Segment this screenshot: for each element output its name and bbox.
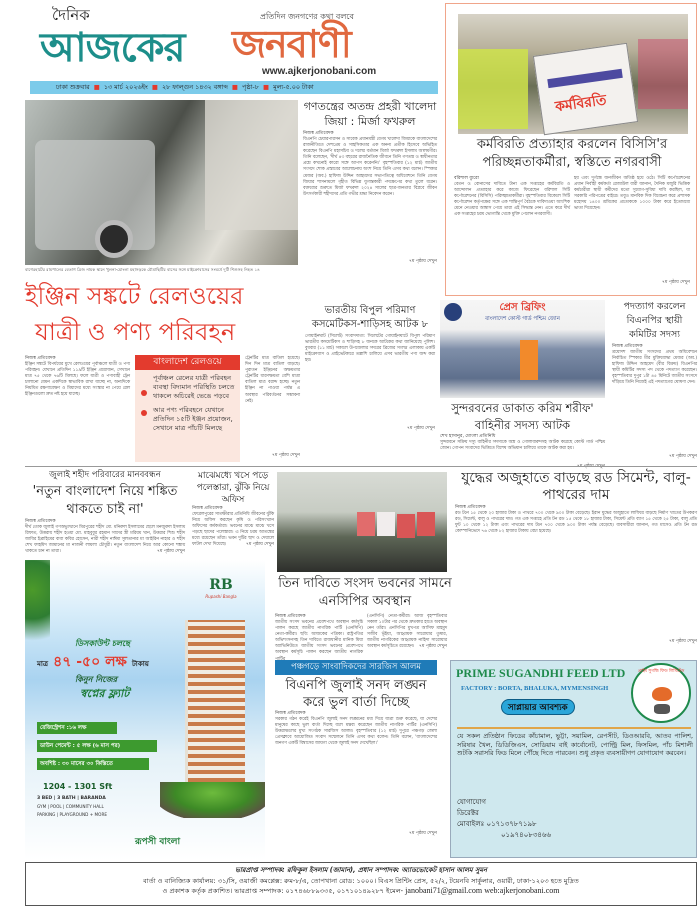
- realestate-discount: ডিসকাউন্ট চলছে: [75, 639, 131, 648]
- grass-island: [160, 782, 265, 818]
- imprint-editors: ভারপ্রাপ্ত সম্পাদক: রফিকুল ইসলাম (জামান), প্রধান সম্পাদক: অ্যাডভোকেট হাসান আলম সুমন: [235, 866, 487, 874]
- ncp-jump[interactable]: ৭ম পৃষ্ঠায় দেখুন: [418, 644, 447, 649]
- bcc-photo: [458, 14, 688, 134]
- masthead-website[interactable]: www.ajkerjonobani.com: [262, 66, 377, 77]
- feed-contact-title: ডিরেক্টর: [457, 809, 479, 817]
- khaleda-body: বিএনপি চেয়ারপারসন ও সাবেক প্রধানমন্ত্রী বেগম খালেদা জিয়াকে বাংলাদেশের রাজনীতিতে দেশপ্রেম ও সাহসিকতার এক অনন্য প্রতীক হিসেবে অভিহিত করেছেন বিএনপি মহাসচিব ও দলের বর্তমান মির্জা ফখরুল ইসলাম আলমগীর। তিনি বলেছেন, 'দীর্ঘ ৪৩ বছরের রাজনৈতিক জীবনে তিনি গণতন্ত্র ও স্বাধীনতার প্রশ্নে কখনোই কারো সঙ্গে আপস করেননি।' বৃহস্পতিবার (১২ মার্চ) জাতীয় সংসদে শোক প্রস্তাবের আলোচনায় অংশ নিয়ে তিনি এসব কথা বলেন। স্পিকার মেজর (অব.) হাফিজ উদ্দিন আহমদের সভাপতিত্বে অধিবেশনে তিনি বেগম জিয়ার শাসনামলে গৃহীত বিভিন্ন যুগান্তকারী পদক্ষেপের কথা তুলে ধরেন। বক্তব্যের শুরুতে মির্জা ফখরুল ২০২৪ সালের ছাত্র-জনতার বিপ্লবে জীবন উৎসর্গকারী শহীদদের প্রতি গভীর শ্রদ্ধা নিবেদন করেন।: [303, 137, 437, 197]
- july-body: দীর্ঘ তোক জুলাই গণঅভ্যুত্থানে মিরপুরের শহীদ মো. মনিরুল ইসলামের ছেলে মনজুরুল ইসলাম রিফাত, উত্তরায় শহীদ হওয়া মো. মাহবুবুর রহমান সাদের স্ত্রী মরিয়ম খান, উত্তরার শিশু শহীদ জাবির ইব্রাহিমের বাবা কবির হোসেন, নারী শহীদ নাঈমা সুলতানার মা আইরিন নাহার ও শহীদ শেখ ফাহমিদ জামানের মা নাজনী লায়লা চৌধুরী। নতুন বাংলাদেশ নিয়ে আর কোনো শঙ্কায় থাকতে চান না তারা।: [25, 525, 185, 555]
- realestate-features-1: 3 BED | 3 BATH | BARANDA: [37, 796, 106, 801]
- cosmetics-headline[interactable]: ভারতীয় বিপুল পরিমাণ কসমেটিকস-শাড়িসহ আটক ৮: [311, 305, 429, 330]
- rail-headline[interactable]: [25, 278, 303, 350]
- bcc-body-col2: হয় এবং দুর্গন্ধে জনজীবন অতিষ্ঠ হয়ে ওঠে। সিটি কর্পোরেশনের প্রধান নির্বাহী কর্মকর্তা রেজাউল বারী জানান, দৈনিক মজুরি ভিত্তিক কর্মচারীরা স্থায়ী কর্মীদের মতো সুযোগ-সুবিধা দাবি করছিল, যা সরকারি পরিপত্রের বাইরে। তবুও মানবিক দিক বিবেচনা করে প্রশাসক মহোদয় ১৪০০ শ্রমিকের প্রত্যেককে ১০০০ টাকা করে ইতোমধ্যে ভাতা দিয়েছেন।: [574, 176, 690, 212]
- ncp-body-col1: জাতীয় সংসদ ভবনের প্রবেশপথে অবস্থান কর্মসূচি পালন করছে জাতীয় নাগরিক পার্টি (এনসিপি) নেতা-কর্মীরা। ছবি: আজকের পত্রিকা। রাষ্ট্রপতির অভিশংসনসহ তিন দাবিতে রাজধানীর মানিক মিয়া অ্যাভিনিউতে জাতীয় সংসদ ভবনের প্রবেশপথে অবস্থান কর্মসূচি পালন করছেন জাতীয় নাগরিক: [275, 620, 363, 656]
- plaster-headline[interactable]: মাঝেমধ্যে খসে পড়ে পলেস্তারা, ঝুঁকি নিয়ে অফিস: [196, 471, 270, 505]
- bullet-dot-icon: [141, 390, 147, 396]
- rail-story-col1: [25, 356, 130, 460]
- realestate-offer-1: রেজিস্ট্রেশন :১৬ লক্ষ: [37, 722, 117, 734]
- dateline-price: মূল্য-৫.০০ টাকা: [273, 83, 314, 91]
- plaster-story: [192, 470, 274, 548]
- realestate-price: ৪৭ -৫০ লক্ষ: [53, 654, 127, 670]
- ncp-headline[interactable]: তিন দাবিতে সংসদ ভবনের সামনে এনসিপির অবস্থান: [278, 576, 452, 609]
- realestate-price-row: [37, 652, 149, 673]
- imprint-contact: [32, 886, 690, 897]
- july-kicker: জুলাই শহীদ পরিবারের মানববন্ধন: [49, 470, 161, 480]
- sarjis-jump[interactable]: ৭ম পৃষ্ঠায় দেখুন: [408, 831, 437, 836]
- coastguard-logo-icon: [444, 303, 462, 321]
- realestate-line4: স্বপ্নের ফ্ল্যাট: [80, 687, 130, 700]
- rail-headline-line1: ইঞ্জিন সঙ্কটে রেলওয়ের: [25, 282, 244, 310]
- feed-seal: [631, 663, 691, 723]
- feed-ad[interactable]: [450, 660, 697, 858]
- khaleda-jump[interactable]: ৭ম পৃষ্ঠায় দেখুন: [408, 259, 437, 264]
- realestate-line3: কিনুন নিজের: [75, 675, 118, 684]
- realestate-footer: রূপসী বাংলা: [135, 837, 181, 847]
- realestate-price-suffix: টাকায়: [131, 660, 149, 668]
- ncp-photo: [277, 472, 447, 572]
- realestate-size: 1204 - 1301 Sft: [43, 782, 113, 791]
- dateline-date-en: ১৩ মার্চ ২০২৬ইং: [103, 83, 148, 91]
- cosmetics-body: গোয়াইনঘাট (সিলেট) সংবাদদাতা: সিলেটের গোয়াইনঘাটে বিপুল পরিমাণ ভারতীয় কসমেটিকস ও শাড়িসহ ৮ জনকে আটকের কথা জানিয়েছে পুলিশ। বুধবার (১১ মার্চ) সকালে উপজেলার সদরের ব্রিজের সংলগ্ন এলাকায় একটি মাইক্রোবাস ও প্রাইভেটকারে তল্লাশি চালিয়ে এসব ভারতীয় পণ্য জব্দ করা হয়।: [305, 334, 435, 364]
- masthead-prefix: দৈনিক: [52, 6, 90, 24]
- khaleda-headline[interactable]: গণতন্ত্রের অতন্দ্র প্রহরী খালেদা জিয়া : মির্জা ফখরুল: [303, 100, 437, 128]
- bcc-story-box: [445, 3, 697, 296]
- imprint-box: [25, 862, 697, 906]
- sarjis-story: [275, 660, 437, 837]
- july-byline: নিজস্ব প্রতিবেদক: [25, 519, 56, 524]
- imprint-publisher: ও প্রকাশক কর্তৃক প্রকাশিত। ভারপ্রাপ্ত সম্পাদক: ০১৭৪৬৮৮৯৩৩৫, ০১৭১০১৪৯২৮৭ ইমেল-: [162, 887, 404, 895]
- rail-callout-title: বাংলাদেশ রেলওয়ে: [135, 355, 240, 370]
- bnp-resign-byline: নিজস্ব প্রতিবেদক: [612, 344, 643, 349]
- coastguard-body: সুন্দরবনে সক্রিয় দস্যু বাহিনীর সদস্যকে অস্ত্র ও গোলাবারুদসহ আটক করেছে কোস্ট গার্ড পশ্চিম জোন। গোপন সংবাদের ভিত্তিতে বিশেষ অভিযান চালিয়ে তাকে আটক করা হয়।: [440, 440, 605, 452]
- july-story: [25, 470, 185, 555]
- rail-headline-line2: যাত্রী ও পণ্য পরিবহন: [35, 318, 236, 346]
- realestate-price-prefix: মাত্র: [37, 660, 49, 668]
- masthead-tagline: প্রতিদিন জনগণের কথা বলবে: [260, 12, 354, 21]
- coastguard-byline: শেখ হাসানুর, মোংলা প্রতিনিধি: [440, 434, 496, 439]
- plaster-body: ফেরেলপুরের সাতক্ষীরার প্রতিনিধি জীবনের ঝুঁকি নিয়ে অফিস করছেন কৃষি ও পরিসংখ্যান অফিসের কর্মকর্তারা। ভবনের মাঝে মাঝে খসে পড়ছে ছাদের পলেস্তারা। এ নিয়ে চরম আতঙ্কের মধ্যে রয়েছেন তাঁরা। ভবন দুটির ছাদ ও দেয়ালে ফাটল দেখা দিয়েছে।: [192, 512, 274, 548]
- rooster-icon: [652, 687, 672, 701]
- masthead: [0, 0, 440, 95]
- dateline-date-bn: ২৮ ফাল্গুন ১৪৩২ বঙ্গাব্দ: [161, 83, 228, 91]
- realestate-features-2: GYM | POOL | COMMUNITY HALL: [37, 804, 104, 809]
- plaster-jump[interactable]: ৭ম পৃষ্ঠায় দেখুন: [245, 542, 274, 547]
- sarjis-body: সরকার গঠন করেই বিএনপি জুলাই সনদ লঙ্ঘনের মধ্য দিয়ে যাত্রা শুরু করেছে, যা দেশের মানুষের কাছে ভুল বার্তা দিচ্ছে বলে মন্তব্য করেছেন জাতীয় নাগরিক পার্টির (এনসিপি) উত্তরাঞ্চলের মুখ্য সংগঠক সারজিস আলম। বৃহস্পতিবার (১২ মার্চ) দুপুরে পঞ্চগড় জেলা প্রেসক্লাবে আয়োজিত সংবাদ সম্মেলনে তিনি এসব কথা বলেন। তিনি বলেন, 'বাংলাদেশের জনগণ একটি বিশ্বাসের জায়গা থেকে জুলাই সনদ দেখেছিল।': [275, 717, 437, 747]
- coastguard-banner-sub: বাংলাদেশ কোস্ট গার্ড পশ্চিম জোন: [485, 316, 560, 322]
- dateline-pages: পৃষ্ঠা-৮: [242, 83, 259, 91]
- sarjis-banner: পঞ্চগড়ে সাংবাদিকদের সারজিস আলম: [275, 660, 437, 675]
- sarjis-headline[interactable]: বিএনপি জুলাই সনদ লঙ্ঘন করে ভুল বার্তা দিচ্ছে: [285, 678, 427, 710]
- cosmetics-jump[interactable]: ৭ম পৃষ্ঠায় দেখুন: [406, 426, 435, 431]
- bnp-resign-story: [612, 300, 697, 460]
- rail-jump[interactable]: ৭ম পৃষ্ঠায় দেখুন: [271, 453, 300, 458]
- coastguard-headline[interactable]: সুন্দরবনের ডাকাত করিম শরীফ' বাহিনীর সদস্য আটক: [451, 401, 594, 432]
- rod-price-body: রড টনে ১৫ থেকে ২০ হাজার টাকা ও পাথরে ৭০০ থেকে ৯০০ টাকা বেড়েছে। ইরান যুদ্ধের অজুহাতে লাফিয়ে বাড়ছে নির্মাণ খাতের উপকরণ রড, সিমেন্ট, বালু ও পাথরের দাম। গত এক সপ্তাহে প্রতি টন রড ১৫ থেকে ১৮ হাজার টাকা, সিমেন্ট প্রতি ব্যাগ ১৫ থেকে ২৫ টাকা, বালু প্রতি ফুট ১০ থেকে ১২ টাকা এবং পাথরের দাম টনে ৭০০ থেকে ৯০০ টাকা পর্যন্ত বেড়েছে। ব্যবসায়ীরা জানান, গত মাসেও প্রতি টন রড কোম্পানিভেদে ৭৬ থেকে ৮২ হাজার টাকায় বেচা হয়েছে।: [455, 511, 697, 535]
- feed-seal-text: প্রাইম সুগন্ধি ফিড লিমিটেড: [637, 669, 685, 674]
- dateline-bar: ঢাকা শুক্রবার ■ ১৩ মার্চ ২০২৬ইং ■ ২৮ ফাল্গুন ১৪৩২ বঙ্গাব্দ ■ পৃষ্ঠা-৮ ■ মূল্য-৫.০০ টাকা: [30, 81, 438, 94]
- lead-photo-accident: [25, 100, 298, 265]
- rod-price-byline: নিজস্ব প্রতিবেদক: [455, 505, 486, 510]
- bcc-byline: বরিশাল ব্যুরো: [454, 176, 479, 181]
- rail-callout-point-1: পূর্বাঞ্চল রেলের যাত্রী পরিবহন ব্যবস্থা বিদ্যমান পরিস্থিতি চলতে থাকলে অচিরেই ভেঙে পড়বে: [153, 374, 236, 401]
- ncp-byline: নিজস্ব প্রতিবেদক: [275, 614, 306, 619]
- ncp-body-col2: (এনসিপি) নেতা-কর্মীরা। আজ বৃহস্পতিবার সকাল ১০টার পর থেকে দ্রুতকার হাতে অবস্থান নেন তাঁরা। এনসিপির মুখপত্র আসিফ মাহমুদ সজীব ভূঁইয়া, আহ্বায়ক সারোয়ার তুষার, জাতীয় নাগরিকের আহ্বায়ক নাহিদা সারোয়ার অবস্থান কর্মসূচিতে রয়েছেন।: [367, 614, 447, 650]
- ncp-story-col2: [367, 614, 447, 650]
- leaf-decoration: [25, 560, 50, 660]
- feed-contact-label: যোগাযোগ: [457, 798, 486, 806]
- cosmetics-story: [305, 304, 435, 432]
- rod-price-story: [455, 470, 697, 645]
- plaster-byline: নিজস্ব প্রতিবেদক: [192, 506, 223, 511]
- feed-company: PRIME SUGANDHI FEED LTD: [456, 666, 626, 680]
- july-jump[interactable]: ৭ম পৃষ্ঠায় দেখুন: [156, 549, 185, 554]
- rod-price-headline[interactable]: যুদ্ধের অজুহাতে বাড়ছে রড সিমেন্ট, বালু-পাথরের দাম: [461, 470, 691, 503]
- ncp-story-col1: [275, 614, 363, 656]
- realestate-offer-2: ডাউন পেমেন্ট : ৫ লক্ষ (৬ মাস পর): [37, 740, 157, 752]
- lead-photo-caption: বাগেরহাটের রামপালের বেতাগ ব্রিজ নামক স্থানে খুলনা-মোংলা মহাসড়কে মৌমাছিটির বাসের সঙ্গে মাইক্রোবাসের সংঘর্ষে দুটি শিশুসহ নিহত ১৪: [25, 267, 260, 272]
- imprint-office: বার্তা ও বানিজ্যিক কার্যালয়: ৩১/সি, ওয়াজী কমপ্লেক্স: রুম-৮/এ, তোপখানা রোড: ১০০০। বিএস প্রিন্টিং প্রেস, ৫২/২, টয়েনবি সার্কুলার, ওয়ারী, ঢাকা-১২০৩ হতে মুদ্রিত: [143, 876, 579, 885]
- realestate-offer-3: অবশিষ্ট : ৩০ মাসের ৩০ কিস্তিতে: [37, 758, 149, 770]
- july-headline[interactable]: 'নতুন বাংলাদেশ নিয়ে শঙ্কিত থাকতে চাই না': [32, 484, 178, 517]
- rail-callout-point-2: আর পণ্য পরিবহনে যেখানে প্রতিদিন ১৫টি ইঞ্জন প্রয়োজন, সেখানে মাত্র পাঁচটি মিলছে: [153, 406, 236, 433]
- feed-phone-1[interactable]: ০১৭১৩৭৮৭১৯৮: [486, 820, 537, 828]
- rail-callout: [135, 355, 240, 462]
- bcc-body-col1: বেতন ও বোনাসের দাবিতে টানা এক সপ্তাহের কর্মবিরতি ও আন্দোলন প্রত্যাহার করে কাজে ফিরেছেন বরিশাল সিটি কর্পোরেশনের (বিসিসি) পরিচ্ছন্নতাকর্মীরা। বৃহস্পতিবার বিকেলে সিটি কর্পোরেশন কর্তৃপক্ষের সঙ্গে এক শান্তিপূর্ণ বৈঠকে দাবিদাওয়া আংশিক মেনে নেওয়ার আশ্বাস পেয়ে তারা এই সিদ্ধান্ত নেন। এতে করে দীর্ঘ এক সপ্তাহের চরম ভোগান্তি থেকে মুক্তি পেলেন নগরবাসী।: [454, 182, 570, 218]
- feed-mobile-label: মোবাইলঃ: [457, 820, 485, 828]
- imprint-email[interactable]: janobani71@gmail.com: [405, 886, 483, 895]
- section-divider: [25, 466, 697, 467]
- dateline-day: ঢাকা শুক্রবার: [56, 83, 90, 91]
- feed-badge: সাপ্লায়ার আবশ্যক: [501, 699, 575, 715]
- rail-byline: নিজস্ব প্রতিবেদক: [25, 356, 56, 361]
- rb-logo: [200, 576, 242, 612]
- bullet-dot-icon: [141, 410, 147, 416]
- masthead-title-part2: জনবাণী: [232, 22, 351, 66]
- bnp-resign-body: ত্রয়োদশ জাতীয় সংসদের প্রথম অধিবেশনে নির্বাচিত স্পিকার মীর মুক্তিযোদ্ধা মেজর (অব.) হাফিজ উদ্দিন আহমেদ (বীর বিক্রম) বিএনপির স্থায়ী কমিটির সদস্য পদ থেকে পদত্যাগ করেছেন। বৃহস্পতিবার দুপুর ১টা ৪৫ মিনিটে জাতীয় সংসদে দাঁড়িয়ে তিনি নিজেই এই পদত্যাগের ঘোষণা দেন।: [612, 350, 697, 386]
- bnp-resign-jump[interactable]: ৭ম পৃষ্ঠায় দেখুন: [668, 454, 697, 459]
- rail-story-col3: [245, 356, 300, 459]
- coastguard-banner-title: প্রেস ব্রিফিং: [499, 302, 546, 313]
- feed-body: যে সকল প্রতিষ্ঠান ফিডের কাঁচামাল, ভুট্টা, সয়ামিল, রেপসীট, ডিওআরবি, আতব পালিশ, সরিষার খৈল, ডিডিজিএস, সোডিয়াম বাই কার্বোনেট, পোল্ট্রি মিল, ফিসমিল, পাঁচ মিশালী শুটকি সরাসরি ফিড মিলে পৌঁছে দিতে পারবেন। শুধু প্রকৃত ব্যবসায়ীগণ যোগাযোগ করবেন।: [457, 732, 693, 758]
- coastguard-story: [440, 300, 605, 470]
- khaleda-byline: নিজস্ব প্রতিবেদক: [303, 131, 334, 136]
- feed-mobile-row: [457, 819, 537, 829]
- rb-logo-sub: Rupashi Bangla: [205, 594, 237, 599]
- bcc-jump[interactable]: ৭ম পৃষ্ঠায় দেখুন: [661, 280, 690, 285]
- sarjis-byline: নিজস্ব প্রতিবেদক: [275, 711, 306, 716]
- coastguard-photo: [440, 300, 605, 398]
- imprint-web[interactable]: web:ajkerjonobani.com: [484, 886, 560, 895]
- feed-factory: FACTORY : BORTA, BHALUKA, MYMENSINGH: [461, 685, 609, 692]
- masthead-title-part1: আজকের: [40, 25, 185, 71]
- feed-phone-2[interactable]: ০১৯৭৪০৮৩৪৬৬: [501, 831, 552, 839]
- feed-divider: [457, 727, 691, 729]
- realestate-ad[interactable]: [25, 560, 265, 860]
- realestate-features-3: PARKING | PLAYGROUND + MORE: [37, 812, 108, 817]
- cow-icon: [654, 704, 670, 714]
- rail-body: ইঞ্জিন সঙ্কটে বিপর্যয়ের মুখে রেলওয়ের পূর্বাঞ্চলে যাত্রী ও পণ্য পরিবহন। যেখানে প্রতিদিন ১১৯টি ইঞ্জিন প্রয়োজন, সেখানে মাত্র ৭৫ থেকে ৭৬টি মিলছে। ফলে যাত্রী ও পণ্যবাহী ট্রেন চালানো যেমন একদিকে স্বাভাবিক রাখা যাচ্ছে না, অন্যদিকে নিয়মিত রক্ষণাবেক্ষণ ও মিয়াদের মধ্যে সংস্কার না পেয়ে রেল ইঞ্জিনগুলো দ্রুত নষ্ট হয়ে যাচ্ছে।: [25, 362, 130, 398]
- khaleda-story: [303, 100, 437, 300]
- bcc-headline[interactable]: কর্মবিরতি প্রত্যাহার করলেন বিসিসি'র পরিচ্ছন্নতাকর্মীরা, স্বস্তিতে নগরবাসী: [476, 137, 668, 170]
- rod-price-jump[interactable]: ৭ম পৃষ্ঠায় দেখুন: [668, 639, 697, 644]
- rail-body-cont: ট্রেনটির মাত্র বাতিল হয়েছে। দিন দিন মাত্র বাতিল বাড়ছে। পুরাতন ইঞ্জিনের অক্ষমতার ট্রেনটির ধারণক্ষমতা বেশি মাত্রা বাতিল মাত্র বরাদ্দ হচ্ছে। নতুন ইঞ্জিন না পাওয়া পর্যন্ত এ অবস্থার পরিবর্তনের সম্ভাবনা নেই।: [245, 356, 300, 404]
- rb-logo-mark: RB: [209, 577, 233, 593]
- building-illustration: [185, 620, 245, 790]
- bnp-resign-headline[interactable]: পদত্যাগ করলেন বিএনপির স্থায়ী কমিটির সদস্য: [623, 301, 686, 340]
- bcc-banner-text: কর্মবিরতি: [554, 92, 608, 116]
